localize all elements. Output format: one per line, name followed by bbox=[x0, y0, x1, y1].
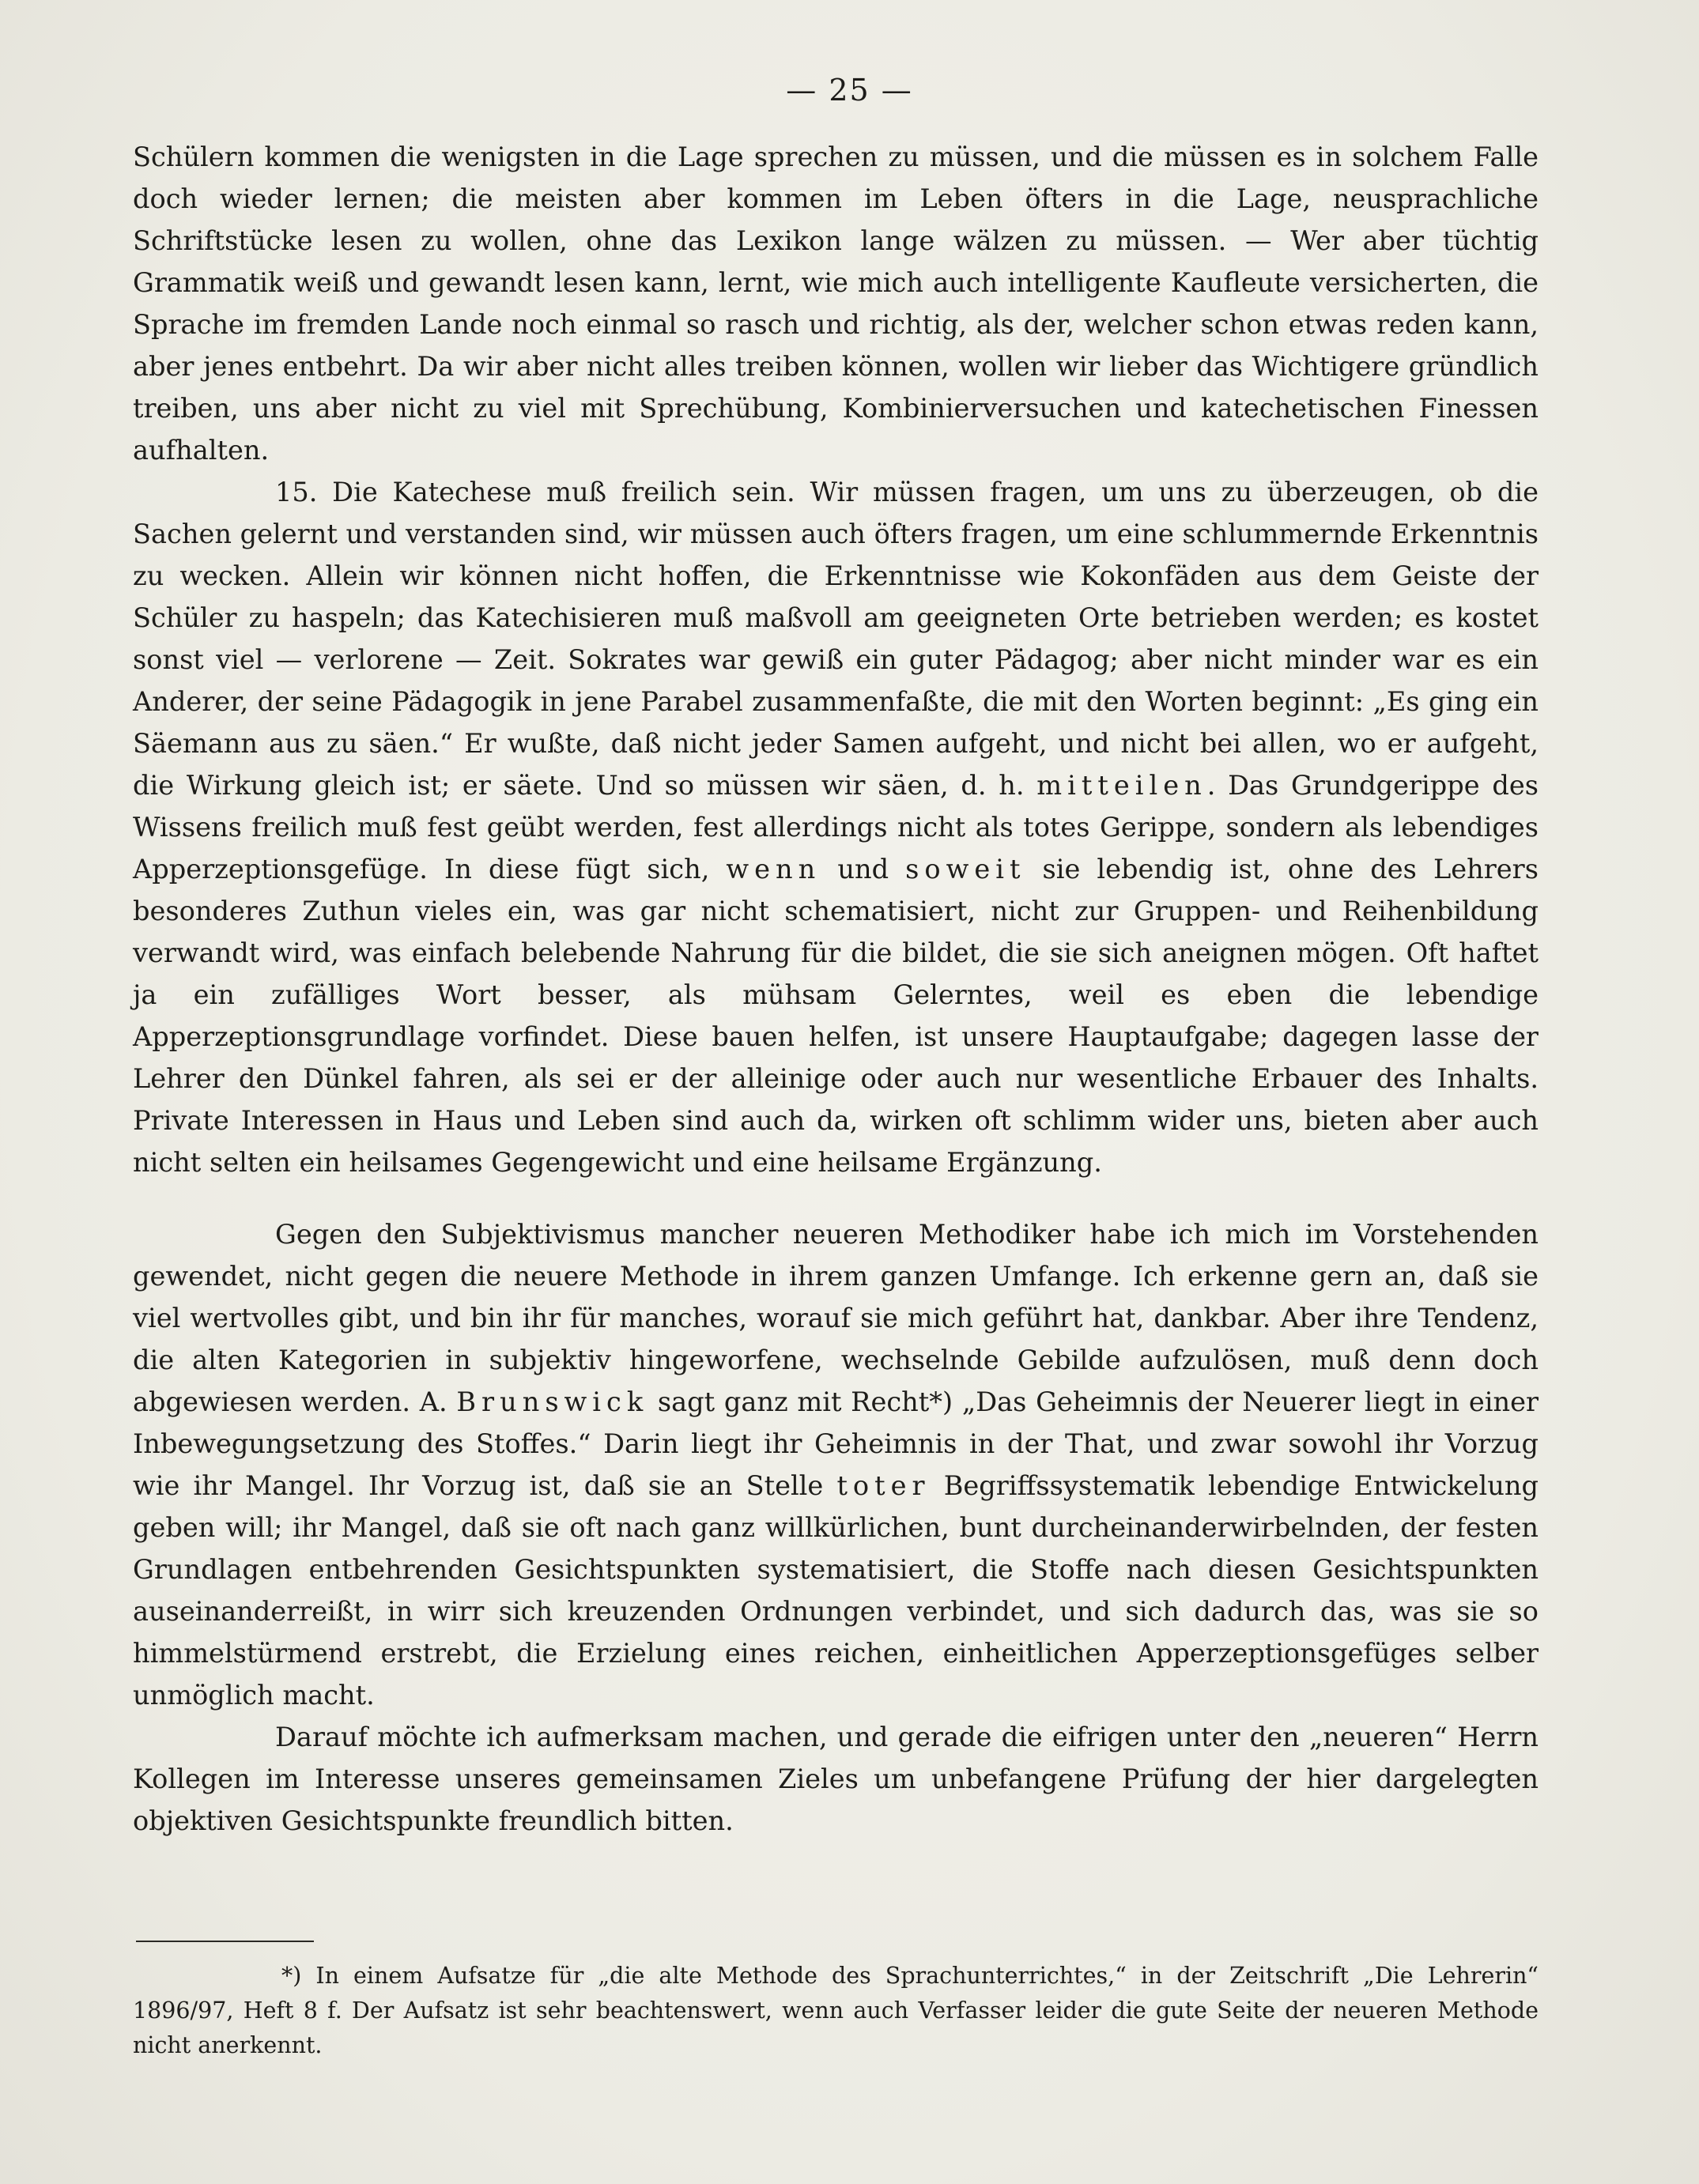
emphasis-wenn: wenn bbox=[726, 854, 821, 885]
footnote bbox=[133, 1959, 1539, 2063]
emphasis-mitteilen: mitteilen bbox=[1036, 770, 1207, 801]
footnote-text: *) In einem Aufsatze für „die alte Methode des Sprachunterrichtes,“ in der Zeitschrift „Die Lehrerin“ 1896/97, Heft 8 f. Der Aufsatz ist sehr beachtenswert, wenn auch Verfasser leider die gute Seite der neueren Methode nicht anerkennt. bbox=[133, 1963, 1539, 2058]
paragraph-subjektivismus: Gegen den Subjektivismus mancher neueren Methodiker habe ich mich im Vorstehenden gewendet, nicht gegen die neuere Methode in ihrem ganzen Umfange. Ich erkenne gern an, daß sie viel wertvolles gibt, und bin ihr für manches, worauf sie mich geführt hat, dankbar. Aber ihre Tendenz, die alten Kategorien in subjektiv hingeworfene, wechselnde Gebilde aufzulösen, muß denn doch abgewiesen werden. A. Brunswick sagt ganz mit Recht*) „Das Geheimnis der Neuerer liegt in einer Inbewegungsetzung des Stoffes.“ Darin liegt ihr Geheimnis in der That, und zwar sowohl ihr Vorzug wie ihr Mangel. Ihr Vorzug ist, daß sie an Stelle toter Begriffssystematik lebendige Entwickelung geben will; ihr Mangel, daß sie oft nach ganz willkürlichen, bunt durcheinanderwirbelnden, der festen Grundlagen entbehrenden Gesichtspunkten systematisiert, die Stoffe nach diesen Gesichtspunkten auseinanderreißt, in wirr sich kreuzenden Ordnungen verbindet, und sich dadurch das, was sie so himmelstürmend erstrebt, die Erzielung eines reichen, einheitlichen Apperzeptionsgefüges selber unmöglich macht. bbox=[133, 1219, 1539, 1711]
emphasis-toter: toter bbox=[836, 1470, 931, 1501]
paragraph-continuation: Schülern kommen die wenigsten in die Lage sprechen zu müssen, und die müssen es in solchem Falle doch wieder lernen; die meisten aber kommen im Leben öfters in die Lage, neusprachliche Schriftstücke lesen zu wollen, ohne das Lexikon lange wälzen zu müssen. — Wer aber tüchtig Grammatik weiß und gewandt lesen kann, lernt, wie mich auch intelligente Kaufleute versicherten, die Sprache im fremden Lande noch einmal so rasch und richtig, als der, welcher schon etwas reden kann, aber jenes entbehrt. Da wir aber nicht alles treiben können, wollen wir lieber das Wichtigere gründlich treiben, uns aber nicht zu viel mit Sprechübung, Kombinierversuchen und katechetischen Finessen aufhalten. bbox=[133, 141, 1539, 466]
paragraph-closing: Darauf möchte ich aufmerksam machen, und gerade die eifrigen unter den „neueren“ Herrn Kollegen im Interesse unseres gemeinsamen Zieles um unbefangene Prüfung der hier dargelegten objektiven Gesichtspunkte freundlich bitten. bbox=[133, 1722, 1539, 1836]
body-text bbox=[133, 136, 1539, 1842]
emphasis-soweit: soweit bbox=[905, 854, 1026, 885]
page-number: — 25 — bbox=[786, 73, 913, 108]
paragraph-katechese: 15. Die Katechese muß freilich sein. Wir müssen fragen, um uns zu überzeugen, ob die Sachen gelernt und verstanden sind, wir müssen auch öfters fragen, um eine schlummernde Erkenntnis zu wecken. Allein wir können nicht hoffen, die Erkenntnisse wie Kokonfäden aus dem Geiste der Schüler zu haspeln; das Katechisieren muß maßvoll am geeigneten Orte betrieben werden; es kostet sonst viel — verlorene — Zeit. Sokrates war gewiß ein guter Pädagog; aber nicht minder war es ein Anderer, der seine Pädagogik in jene Parabel zusammenfaßte, die mit den Worten beginnt: „Es ging ein Säemann aus zu säen.“ Er wußte, daß nicht jeder Samen aufgeht, und nicht bei allen, wo er aufgeht, die Wirkung gleich ist; er säete. Und so müssen wir säen, d. h. mitteilen. Das Grundgerippe des Wissens freilich muß fest geübt werden, fest allerdings nicht als totes Gerippe, sondern als lebendiges Apperzeptionsgefüge. In diese fügt sich, wenn und soweit sie lebendig ist, ohne des Lehrers besonderes Zuthun vieles ein, was gar nicht schematisiert, nicht zur Gruppen- und Reihenbildung verwandt wird, was einfach belebende Nahrung für die bildet, die sie sich aneignen mögen. Oft haftet ja ein zufälliges Wort besser, als mühsam Gelerntes, weil es eben die lebendige Apperzeptionsgrundlage vorfindet. Diese bauen helfen, ist unsere Hauptaufgabe; dagegen lasse der Lehrer den Dünkel fahren, als sei er der alleinige oder auch nur wesentliche Erbauer des Inhalts. Private Interessen in Haus und Leben sind auch da, wirken oft schlimm wider uns, bieten aber auch nicht selten ein heilsames Gegengewicht und eine heilsame Ergänzung. bbox=[133, 477, 1539, 1178]
footnote-divider bbox=[136, 1941, 314, 1942]
emphasis-brunswick: Brunswick bbox=[456, 1386, 649, 1417]
